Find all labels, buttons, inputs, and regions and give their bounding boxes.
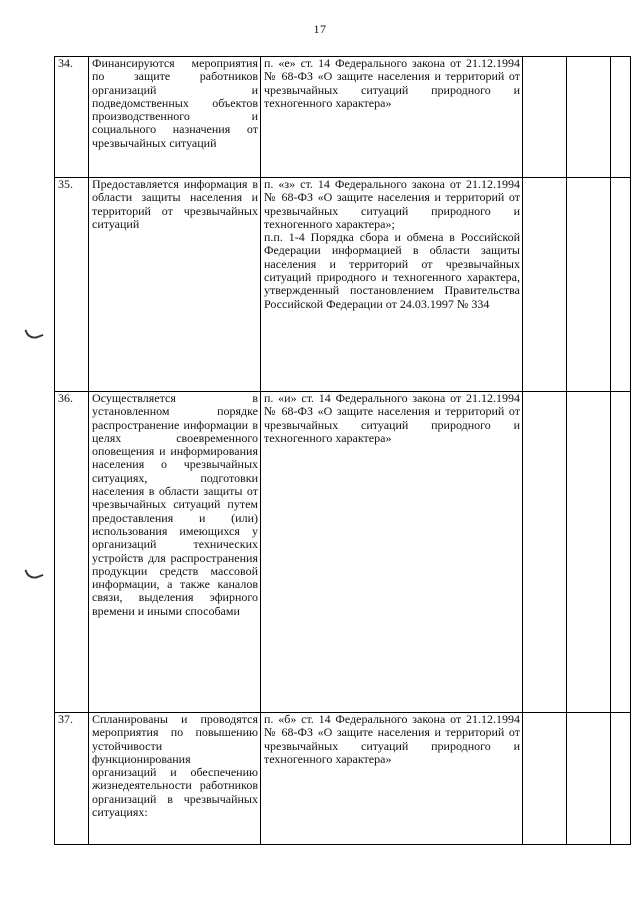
table-row [55, 57, 631, 178]
table-row [55, 713, 631, 845]
binding-hole-mark [24, 325, 43, 342]
legal-basis-text: п. «з» ст. 14 Федерального закона от 21.12.1994 № 68-ФЗ «О защите населения и территорий от чрезвычайных ситуаций природного и техногенного характера»; [264, 177, 520, 231]
answer-cell[interactable] [523, 713, 567, 845]
binding-hole-mark [24, 565, 43, 582]
requirement-cell: Финансируются мероприятия по защите работников организаций и подведомственных объектов производственного и социального назначения от чрезвычайных ситуаций [89, 57, 261, 178]
page-number: 17 [313, 22, 327, 36]
row-number: 34. [55, 57, 89, 178]
checklist-table [54, 56, 631, 845]
answer-cell[interactable] [611, 713, 631, 845]
answer-cell[interactable] [567, 178, 611, 392]
legal-basis-text: п. «и» ст. 14 Федерального закона от 21.12.1994 № 68-ФЗ «О защите населения и территорий от чрезвычайных ситуаций природного и техногенного характера» [264, 391, 520, 445]
answer-cell[interactable] [567, 57, 611, 178]
answer-cell[interactable] [611, 57, 631, 178]
requirement-cell: Спланированы и проводятся мероприятия по повышению устойчивости функционирования организаций и обеспечению жизнедеятельности работников организаций в чрезвычайных ситуациях: [89, 713, 261, 845]
legal-basis-text: п. «б» ст. 14 Федерального закона от 21.12.1994 № 68-ФЗ «О защите населения и территорий от чрезвычайных ситуаций природного и техногенного характера» [264, 712, 520, 766]
answer-cell[interactable] [523, 57, 567, 178]
requirement-cell: Предоставляется информация в области защиты населения и территорий от чрезвычайных ситуаций [89, 178, 261, 392]
legal-basis-cell [261, 713, 523, 845]
table-row [55, 178, 631, 392]
requirement-cell: Осуществляется в установленном порядке распространение информации в целях своевременного оповещения и информирования населения о чрезвычайных ситуациях, подготовки населения в области защиты от чрезвычайных ситуаций путем предоставления и (или) использования имеющихся у организаций технических устройств для распространения продукции средств массовой информации, а также каналов связи, выделения эфирного времени и иными способами [89, 392, 261, 713]
answer-cell[interactable] [611, 178, 631, 392]
answer-cell[interactable] [523, 178, 567, 392]
table-row [55, 392, 631, 713]
answer-cell[interactable] [611, 392, 631, 713]
legal-basis-cell [261, 178, 523, 392]
answer-cell[interactable] [523, 392, 567, 713]
row-number: 37. [55, 713, 89, 845]
row-number: 36. [55, 392, 89, 713]
legal-basis-cell [261, 392, 523, 713]
legal-basis-cell [261, 57, 523, 178]
answer-cell[interactable] [567, 713, 611, 845]
row-number: 35. [55, 178, 89, 392]
legal-basis-text: п. «е» ст. 14 Федерального закона от 21.12.1994 № 68-ФЗ «О защите населения и территорий от чрезвычайных ситуаций природного и техногенного характера» [264, 56, 520, 110]
legal-basis-text: п.п. 1-4 Порядка сбора и обмена в Российской Федерации информацией в области защиты населения и территорий от чрезвычайных ситуаций природного и техногенного характера, утвержденный постановлением Правительства Российской Федерации от 24.03.1997 № 334 [264, 230, 520, 311]
answer-cell[interactable] [567, 392, 611, 713]
